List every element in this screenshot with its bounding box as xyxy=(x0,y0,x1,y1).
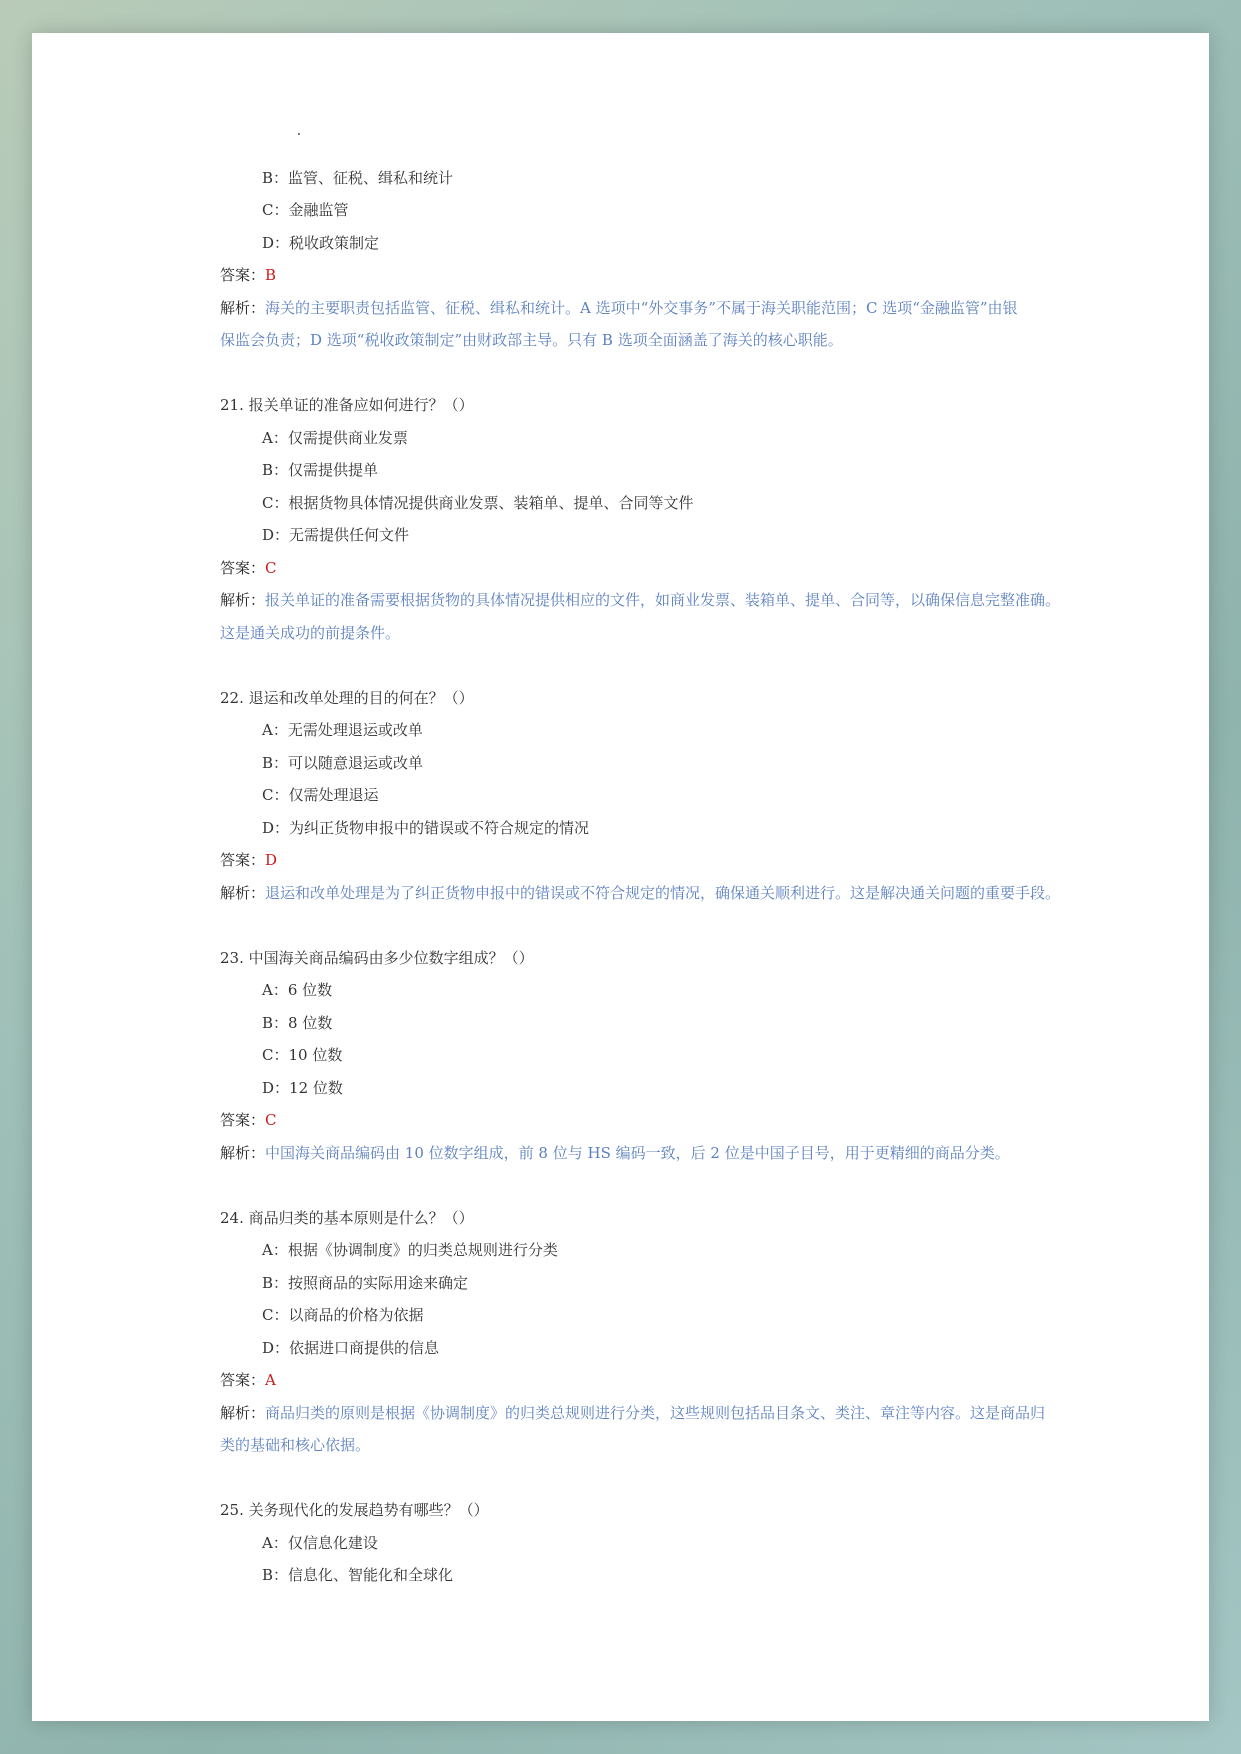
answer-label: 答案： xyxy=(220,266,266,284)
stray-dot xyxy=(298,133,300,135)
answer-line xyxy=(220,1110,277,1130)
answer-value: D xyxy=(265,851,278,869)
explanation-text: 保监会负责；D 选项“税收政策制定”由财政部主导。只有 B 选项全面涵盖了海关的核心职能。 xyxy=(220,331,843,349)
explanation-label: 解析： xyxy=(220,884,266,902)
explanation-line xyxy=(220,330,843,350)
option-line: D：12 位数 xyxy=(262,1079,343,1097)
explanation-line xyxy=(220,1403,1045,1423)
answer-label: 答案： xyxy=(220,559,266,577)
option-line: B：监管、征税、缉私和统计 xyxy=(262,169,454,187)
option-line: A：根据《协调制度》的归类总规则进行分类 xyxy=(262,1241,558,1259)
explanation-line xyxy=(220,298,1018,318)
explanation-text: 类的基础和核心依据。 xyxy=(220,1436,371,1454)
option-line: B：信息化、智能化和全球化 xyxy=(262,1566,454,1584)
explanation-label: 解析： xyxy=(220,299,266,317)
answer-label: 答案： xyxy=(220,1111,266,1129)
option-line: C：仅需处理退运 xyxy=(262,786,379,804)
option-line: B：8 位数 xyxy=(262,1014,333,1032)
explanation-line xyxy=(220,1435,370,1455)
answer-value: A xyxy=(265,1371,276,1389)
explanation-label: 解析： xyxy=(220,1404,266,1422)
question-stem: 21. 报关单证的准备应如何进行？（） xyxy=(220,396,474,414)
explanation-text: 中国海关商品编码由 10 位数字组成，前 8 位与 HS 编码一致，后 2 位是中国子目号，用于更精细的商品分类。 xyxy=(265,1144,1010,1162)
option-line: B：仅需提供提单 xyxy=(262,461,379,479)
option-line: C：以商品的价格为依据 xyxy=(262,1306,424,1324)
explanation-label: 解析： xyxy=(220,1144,266,1162)
answer-value: B xyxy=(265,266,277,284)
answer-label: 答案： xyxy=(220,1371,266,1389)
option-line: C：10 位数 xyxy=(262,1046,343,1064)
question-stem: 23. 中国海关商品编码由多少位数字组成？（） xyxy=(220,949,534,967)
option-line: D：依据进口商提供的信息 xyxy=(262,1339,440,1357)
option-line: A：仅信息化建设 xyxy=(262,1534,378,1552)
explanation-label: 解析： xyxy=(220,591,266,609)
option-line: D：无需提供任何文件 xyxy=(262,526,410,544)
explanation-text: 报关单证的准备需要根据货物的具体情况提供相应的文件，如商业发票、装箱单、提单、合同等，以确保信息完整准确。 xyxy=(265,591,1061,609)
document-page xyxy=(32,33,1209,1721)
explanation-text: 退运和改单处理是为了纠正货物申报中的错误或不符合规定的情况，确保通关顺利进行。这是解决通关问题的重要手段。 xyxy=(265,884,1061,902)
answer-line xyxy=(220,850,277,870)
answer-line xyxy=(220,558,277,578)
explanation-text: 这是通关成功的前提条件。 xyxy=(220,624,401,642)
option-line: B：可以随意退运或改单 xyxy=(262,754,424,772)
option-line: C：金融监管 xyxy=(262,201,349,219)
option-line: B：按照商品的实际用途来确定 xyxy=(262,1274,469,1292)
answer-label: 答案： xyxy=(220,851,266,869)
option-line: C：根据货物具体情况提供商业发票、装箱单、提单、合同等文件 xyxy=(262,494,694,512)
option-line: D：为纠正货物申报中的错误或不符合规定的情况 xyxy=(262,819,590,837)
answer-value: C xyxy=(265,559,277,577)
answer-line xyxy=(220,265,276,285)
question-stem: 24. 商品归类的基本原则是什么？（） xyxy=(220,1209,474,1227)
option-line: A：6 位数 xyxy=(262,981,333,999)
explanation-text: 商品归类的原则是根据《协调制度》的归类总规则进行分类，这些规则包括品目条文、类注、章注等内容。这是商品归 xyxy=(265,1404,1046,1422)
option-line: A：无需处理退运或改单 xyxy=(262,721,423,739)
option-line: D：税收政策制定 xyxy=(262,234,380,252)
question-stem: 22. 退运和改单处理的目的何在？（） xyxy=(220,689,474,707)
explanation-text: 海关的主要职责包括监管、征税、缉私和统计。A 选项中“外交事务”不属于海关职能范围；C 选项“金融监管”由银 xyxy=(265,299,1018,317)
option-line: A：仅需提供商业发票 xyxy=(262,429,408,447)
explanation-line xyxy=(220,590,1060,610)
explanation-line xyxy=(220,623,400,643)
answer-line xyxy=(220,1370,276,1390)
explanation-line xyxy=(220,883,1060,903)
explanation-line xyxy=(220,1143,1010,1163)
question-stem: 25. 关务现代化的发展趋势有哪些？（） xyxy=(220,1501,489,1519)
answer-value: C xyxy=(265,1111,277,1129)
